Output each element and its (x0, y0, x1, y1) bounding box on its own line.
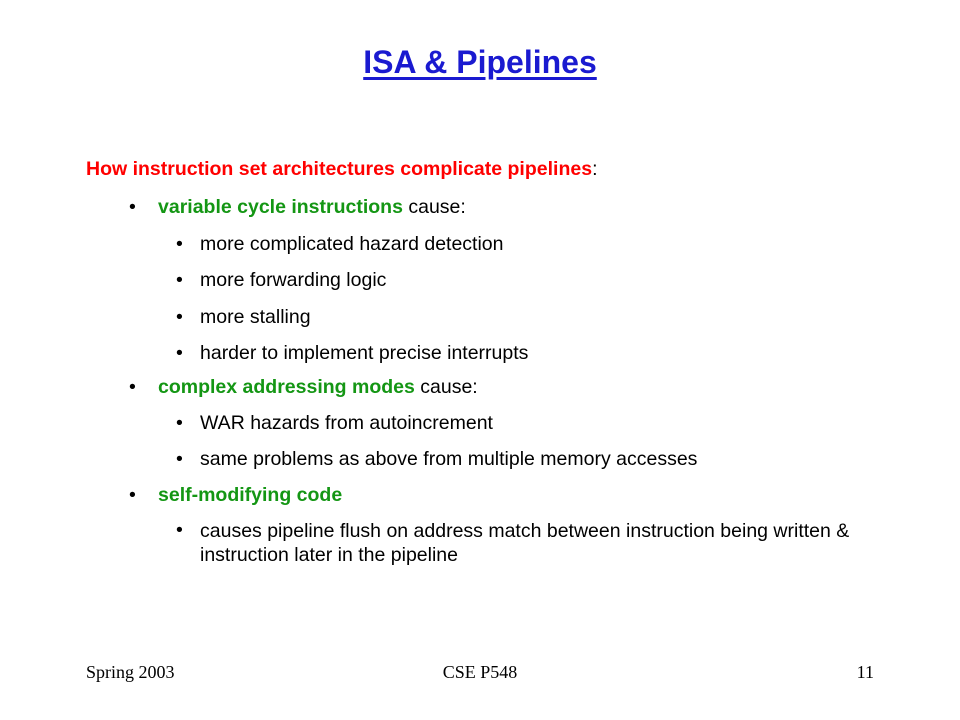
list-item-text: more forwarding logic (200, 269, 387, 291)
section-1-suffix: cause: (402, 196, 466, 218)
section-1-heading-row (129, 196, 466, 219)
bullet: • (176, 412, 183, 434)
section-2-heading: complex addressing modes (158, 376, 415, 398)
list-item (176, 342, 528, 365)
list-item (176, 306, 311, 329)
list-item (176, 269, 386, 292)
section-2-heading-row (129, 376, 478, 399)
intro-lead: How instruction set architectures complicate pipelines (86, 158, 593, 180)
section-3-heading: self-modifying code (158, 484, 343, 506)
bullet: • (176, 306, 183, 328)
intro-colon: : (592, 158, 598, 180)
list-item (176, 519, 850, 567)
list-item-text: same problems as above from multiple memory accesses (200, 448, 698, 470)
bullet: • (129, 196, 136, 218)
list-item-text: WAR hazards from autoincrement (200, 412, 493, 434)
section-2-suffix: cause: (414, 376, 478, 398)
list-item-text: more complicated hazard detection (200, 233, 504, 255)
footer-page-number: 11 (856, 662, 874, 682)
footer-course: CSE P548 (442, 662, 518, 682)
footer-date: Spring 2003 (86, 662, 175, 682)
bullet: • (176, 233, 183, 255)
section-3-heading-row (129, 484, 342, 507)
bullet: • (176, 269, 183, 291)
list-item-text: more stalling (200, 306, 311, 328)
slide-title: ISA & Pipelines (363, 44, 597, 80)
bullet: • (129, 376, 136, 398)
list-item (176, 412, 493, 435)
bullet: • (176, 342, 183, 364)
bullet: • (176, 448, 183, 470)
list-item-text: causes pipeline flush on address match between instruction being written & instruction later in the pipeline (200, 520, 850, 566)
list-item (176, 448, 697, 471)
bullet: • (176, 519, 183, 541)
bullet: • (129, 484, 136, 506)
intro-line (86, 158, 597, 181)
list-item (176, 233, 504, 256)
section-1-heading: variable cycle instructions (158, 196, 403, 218)
list-item-text: harder to implement precise interrupts (200, 342, 529, 364)
